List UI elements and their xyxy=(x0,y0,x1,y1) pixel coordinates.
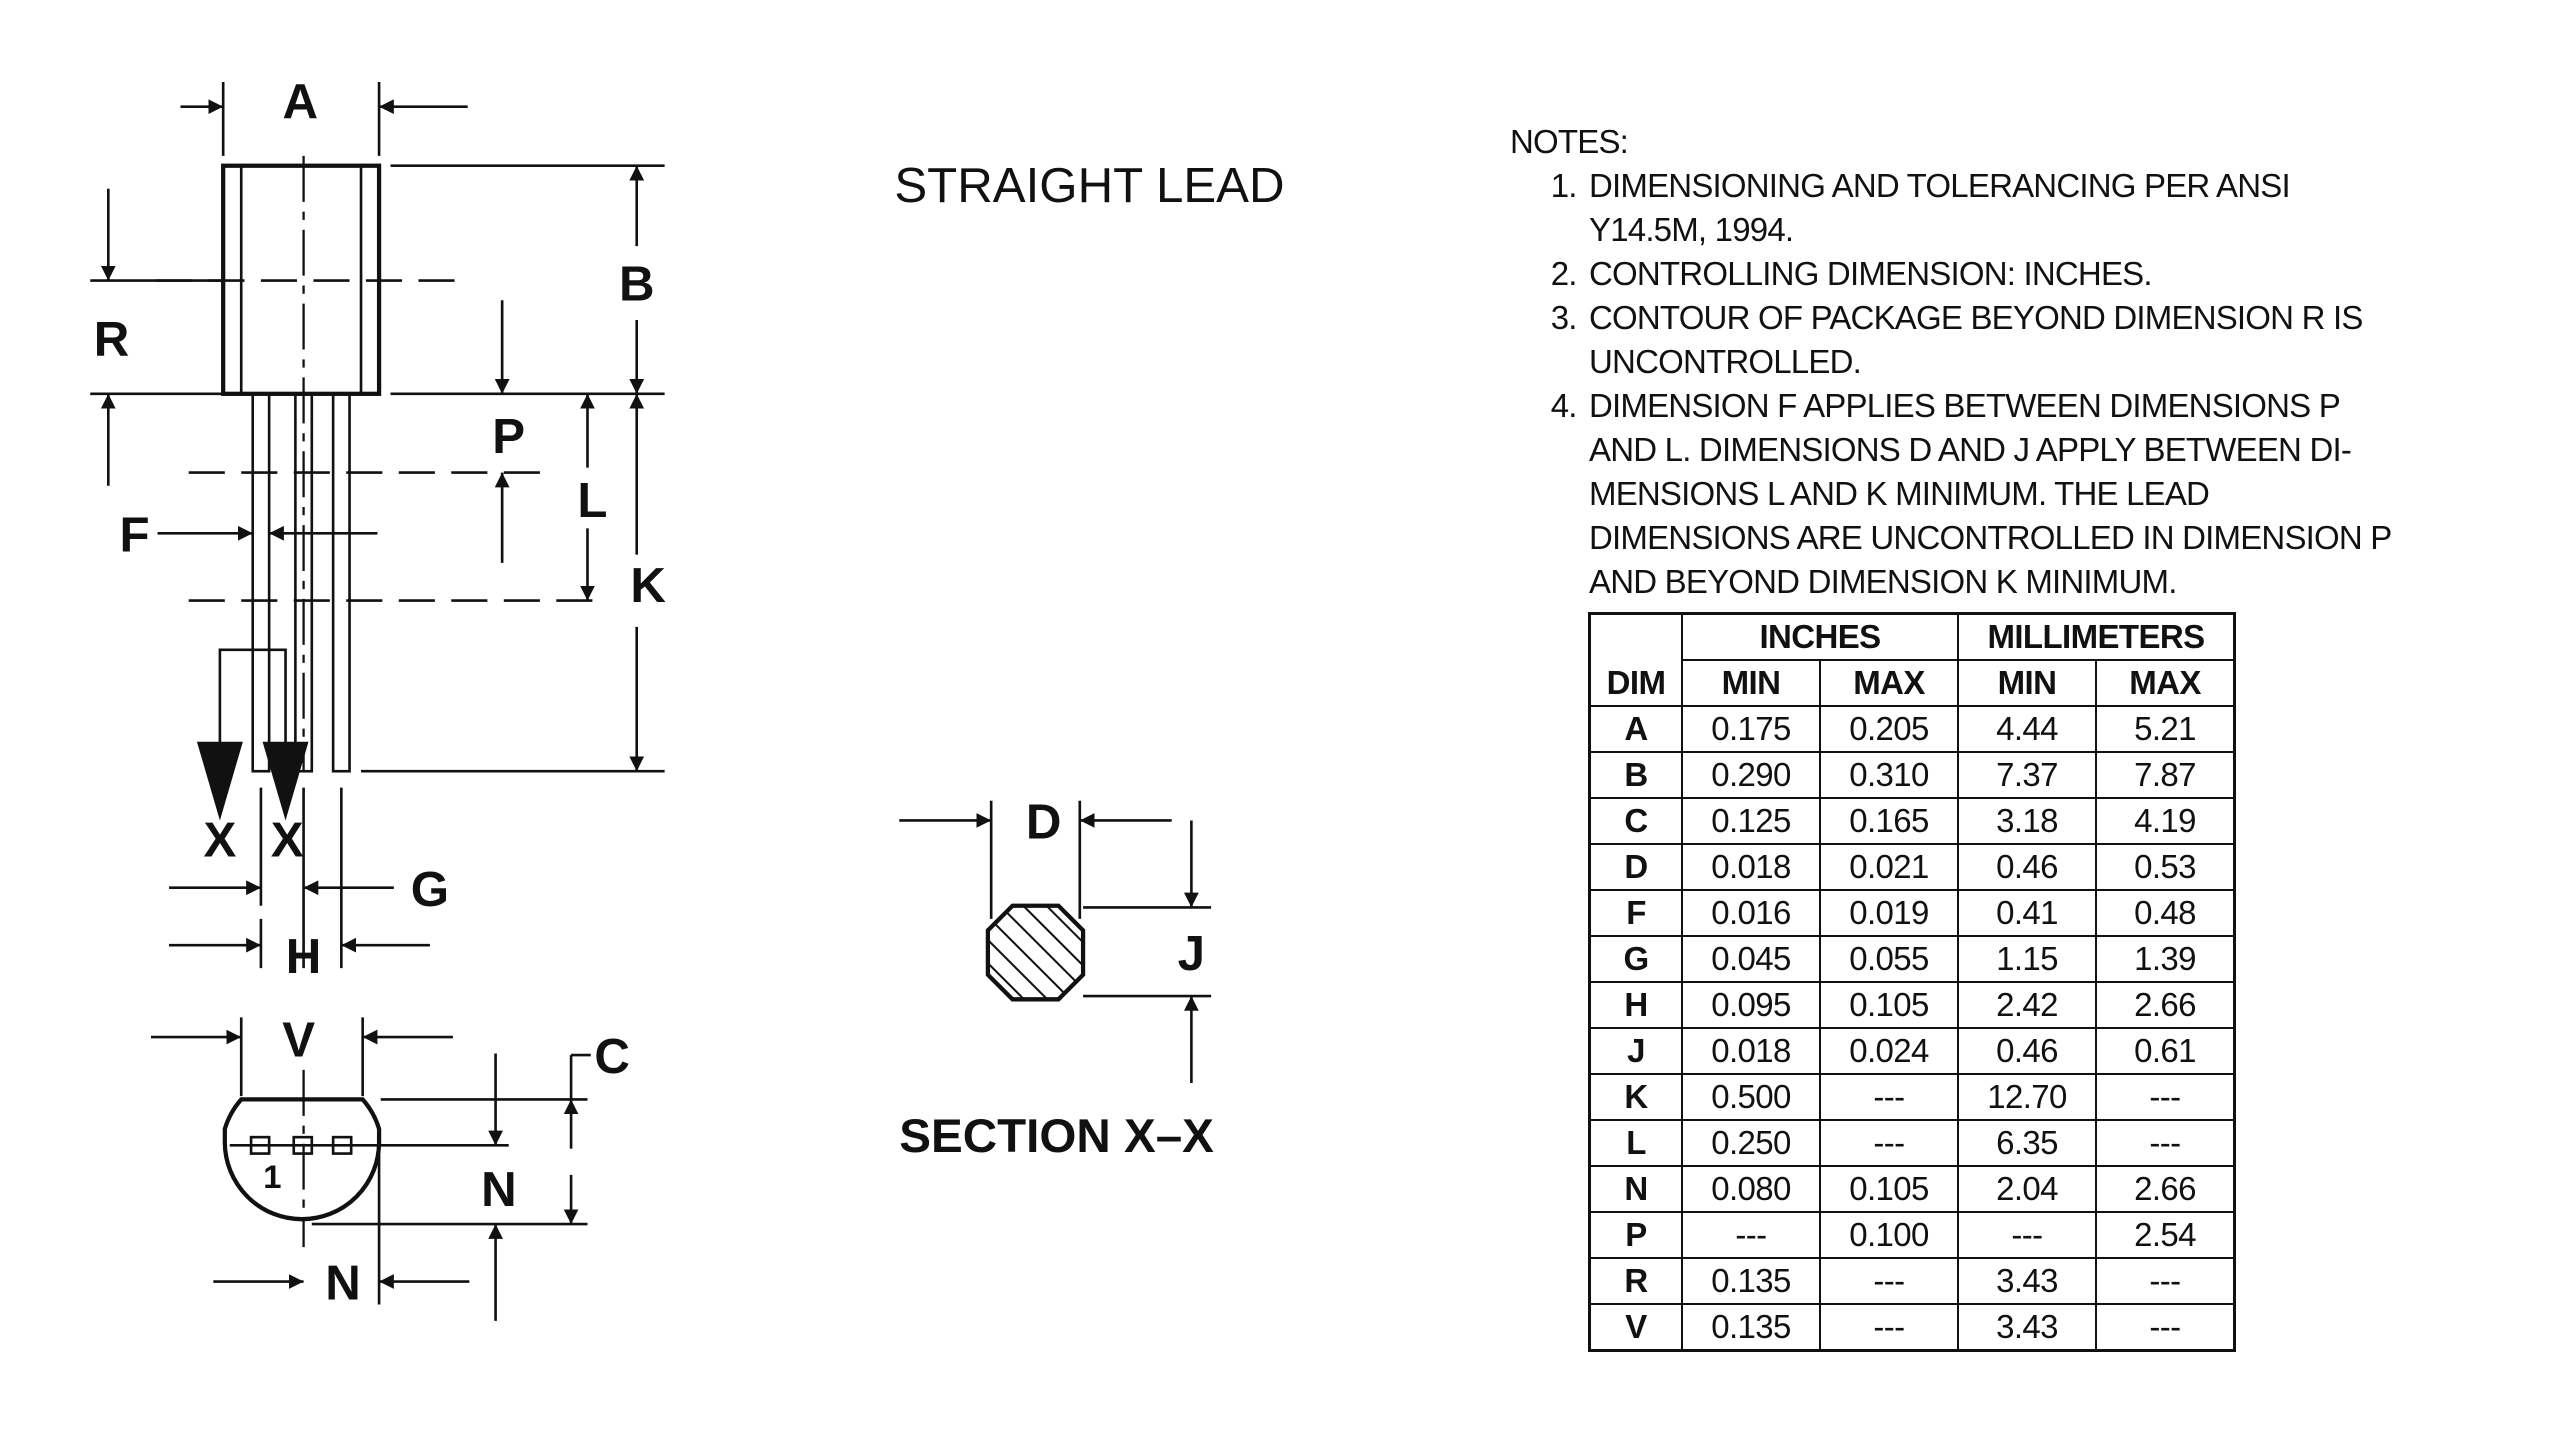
table-cell-value: 0.016 xyxy=(1682,890,1820,936)
table-cell-value: 4.44 xyxy=(1958,706,2096,752)
notes-block xyxy=(1510,120,2410,604)
table-group-header-inches: INCHES xyxy=(1682,614,1958,661)
table-cell-value: 0.53 xyxy=(2096,844,2235,890)
label-d: D xyxy=(1025,794,1062,850)
table-cell-dim: B xyxy=(1590,752,1683,798)
table-cell-value: 6.35 xyxy=(1958,1120,2096,1166)
package-bottom-view xyxy=(225,1070,381,1247)
table-cell-value: 12.70 xyxy=(1958,1074,2096,1120)
table-row xyxy=(1590,1166,2235,1212)
table-cell-value: 0.100 xyxy=(1820,1212,1958,1258)
leads xyxy=(189,394,599,771)
table-cell-value: --- xyxy=(1820,1074,1958,1120)
table-row xyxy=(1590,798,2235,844)
table-cell-dim: F xyxy=(1590,890,1683,936)
table-cell-value: 0.125 xyxy=(1682,798,1820,844)
table-cell-dim: R xyxy=(1590,1258,1683,1304)
label-n-vertical: N xyxy=(481,1162,517,1218)
table-cell-value: 0.310 xyxy=(1820,752,1958,798)
dim-r xyxy=(90,189,223,486)
table-body xyxy=(1590,706,2235,1351)
label-l: L xyxy=(577,472,608,528)
table-cell-dim: N xyxy=(1590,1166,1683,1212)
dim-j xyxy=(1083,820,1211,1083)
table-cell-dim: K xyxy=(1590,1074,1683,1120)
table-row xyxy=(1590,844,2235,890)
table-cell-value: 2.42 xyxy=(1958,982,2096,1028)
table-row xyxy=(1590,752,2235,798)
table-cell-value: 0.48 xyxy=(2096,890,2235,936)
table-cell-dim: D xyxy=(1590,844,1683,890)
table-cell-value: 2.04 xyxy=(1958,1166,2096,1212)
table-cell-value: 7.87 xyxy=(2096,752,2235,798)
table-cell-value: 3.43 xyxy=(1958,1304,2096,1351)
label-r: R xyxy=(93,312,130,368)
table-row xyxy=(1590,706,2235,752)
note-item: 3. CONTOUR OF PACKAGE BEYOND DIMENSION R IS UNCONTROLLED. xyxy=(1585,296,2410,384)
table-cell-dim: V xyxy=(1590,1304,1683,1351)
table-cell-value: --- xyxy=(2096,1304,2235,1351)
table-row xyxy=(1590,1120,2235,1166)
table-cell-value: 0.500 xyxy=(1682,1074,1820,1120)
table-cell-value: 1.39 xyxy=(2096,936,2235,982)
table-cell-value: 0.095 xyxy=(1682,982,1820,1028)
table-cell-value: 0.41 xyxy=(1958,890,2096,936)
table-cell-dim: L xyxy=(1590,1120,1683,1166)
dim-f xyxy=(120,507,378,562)
table-cell-value: --- xyxy=(1682,1212,1820,1258)
table-header-empty xyxy=(1590,614,1683,661)
table-cell-value: --- xyxy=(1958,1212,2096,1258)
table-row xyxy=(1590,1028,2235,1074)
label-f: F xyxy=(119,507,150,563)
table-header-dim: DIM xyxy=(1590,660,1683,706)
label-j: J xyxy=(1177,925,1206,981)
label-x2: X xyxy=(270,812,304,868)
section-view xyxy=(988,906,1083,1000)
label-b: B xyxy=(618,256,655,312)
section-title: SECTION X–X xyxy=(899,1109,1214,1163)
table-cell-value: 7.37 xyxy=(1958,752,2096,798)
table-cell-value: 3.18 xyxy=(1958,798,2096,844)
table-cell-value: --- xyxy=(1820,1258,1958,1304)
table-cell-value: 2.54 xyxy=(2096,1212,2235,1258)
table-cell-value: --- xyxy=(1820,1304,1958,1351)
table-cell-dim: H xyxy=(1590,982,1683,1028)
table-cell-value: 1.15 xyxy=(1958,936,2096,982)
table-cell-value: --- xyxy=(2096,1120,2235,1166)
table-row xyxy=(1590,1258,2235,1304)
note-item: 2. CONTROLLING DIMENSION: INCHES. xyxy=(1585,252,2410,296)
label-a: A xyxy=(282,74,319,130)
notes-heading: NOTES: xyxy=(1510,123,1629,160)
table-row xyxy=(1590,936,2235,982)
label-h: H xyxy=(285,929,322,985)
label-x1: X xyxy=(203,812,237,868)
table-group-header-row xyxy=(1590,614,2235,661)
note-item: 4. DIMENSION F APPLIES BETWEEN DIMENSIONS P AND L. DIMENSIONS D AND J APPLY BETWEEN DI- MENSIONS L AND K MINIMUM. THE LEAD DIMENSIONS ARE UNCONTROLLED IN DIMENSION P AND BEYOND DIMENSION K MINIMUM. xyxy=(1585,384,2410,604)
pin-1-label: 1 xyxy=(263,1158,282,1196)
table-cell-value: 2.66 xyxy=(2096,1166,2235,1212)
table-cell-value: 0.250 xyxy=(1682,1120,1820,1166)
table-cell-value: --- xyxy=(2096,1258,2235,1304)
table-cell-value: 0.46 xyxy=(1958,844,2096,890)
label-n-horizontal: N xyxy=(325,1255,361,1311)
note-item: 1. DIMENSIONING AND TOLERANCING PER ANSI Y14.5M, 1994. xyxy=(1585,164,2410,252)
dim-v xyxy=(151,1013,453,1096)
table-cell-value: 4.19 xyxy=(2096,798,2235,844)
table-row xyxy=(1590,890,2235,936)
dim-p xyxy=(492,300,525,563)
table-cell-value: 0.055 xyxy=(1820,936,1958,982)
table-cell-value: 0.165 xyxy=(1820,798,1958,844)
table-row xyxy=(1590,1212,2235,1258)
table-cell-dim: P xyxy=(1590,1212,1683,1258)
table-cell-value: 0.175 xyxy=(1682,706,1820,752)
table-cell-dim: A xyxy=(1590,706,1683,752)
table-cell-value: --- xyxy=(2096,1074,2235,1120)
table-cell-value: 0.205 xyxy=(1820,706,1958,752)
dimension-table xyxy=(1588,612,2236,1352)
table-group-header-millimeters: MILLIMETERS xyxy=(1958,614,2235,661)
table-cell-value: 3.43 xyxy=(1958,1258,2096,1304)
table-header-mm-min: MIN xyxy=(1958,660,2096,706)
table-row xyxy=(1590,982,2235,1028)
table-cell-dim: J xyxy=(1590,1028,1683,1074)
table-cell-value: 0.019 xyxy=(1820,890,1958,936)
table-cell-dim: C xyxy=(1590,798,1683,844)
straight-lead-title: STRAIGHT LEAD xyxy=(894,157,1285,213)
table-cell-value: 2.66 xyxy=(2096,982,2235,1028)
table-header-mm-max: MAX xyxy=(2096,660,2235,706)
table-cell-value: 0.105 xyxy=(1820,982,1958,1028)
dim-d xyxy=(899,795,1171,919)
dim-a xyxy=(181,74,468,156)
table-row xyxy=(1590,1074,2235,1120)
table-row xyxy=(1590,1304,2235,1351)
table-cell-value: 0.045 xyxy=(1682,936,1820,982)
label-p: P xyxy=(492,408,526,464)
table-cell-value: 0.024 xyxy=(1820,1028,1958,1074)
label-c: C xyxy=(594,1029,630,1085)
table-header-inches-max: MAX xyxy=(1820,660,1958,706)
dim-n-horizontal xyxy=(213,1149,469,1311)
table-cell-value: 0.135 xyxy=(1682,1258,1820,1304)
label-v: V xyxy=(282,1012,316,1068)
label-g: G xyxy=(410,861,450,917)
table-cell-value: 0.021 xyxy=(1820,844,1958,890)
table-cell-value: 0.018 xyxy=(1682,1028,1820,1074)
table-cell-value: 0.290 xyxy=(1682,752,1820,798)
table-cell-value: 0.46 xyxy=(1958,1028,2096,1074)
table-cell-value: 0.135 xyxy=(1682,1304,1820,1351)
table-header-inches-min: MIN xyxy=(1682,660,1820,706)
table-cell-value: 0.018 xyxy=(1682,844,1820,890)
table-cell-value: --- xyxy=(1820,1120,1958,1166)
table-cell-value: 0.080 xyxy=(1682,1166,1820,1212)
table-cell-dim: G xyxy=(1590,936,1683,982)
notes-list xyxy=(1510,164,2410,604)
label-k: K xyxy=(630,558,666,614)
table-cell-value: 0.61 xyxy=(2096,1028,2235,1074)
table-cell-value: 0.105 xyxy=(1820,1166,1958,1212)
dim-l xyxy=(577,394,607,601)
table-cell-value: 5.21 xyxy=(2096,706,2235,752)
table-header-row xyxy=(1590,660,2235,706)
